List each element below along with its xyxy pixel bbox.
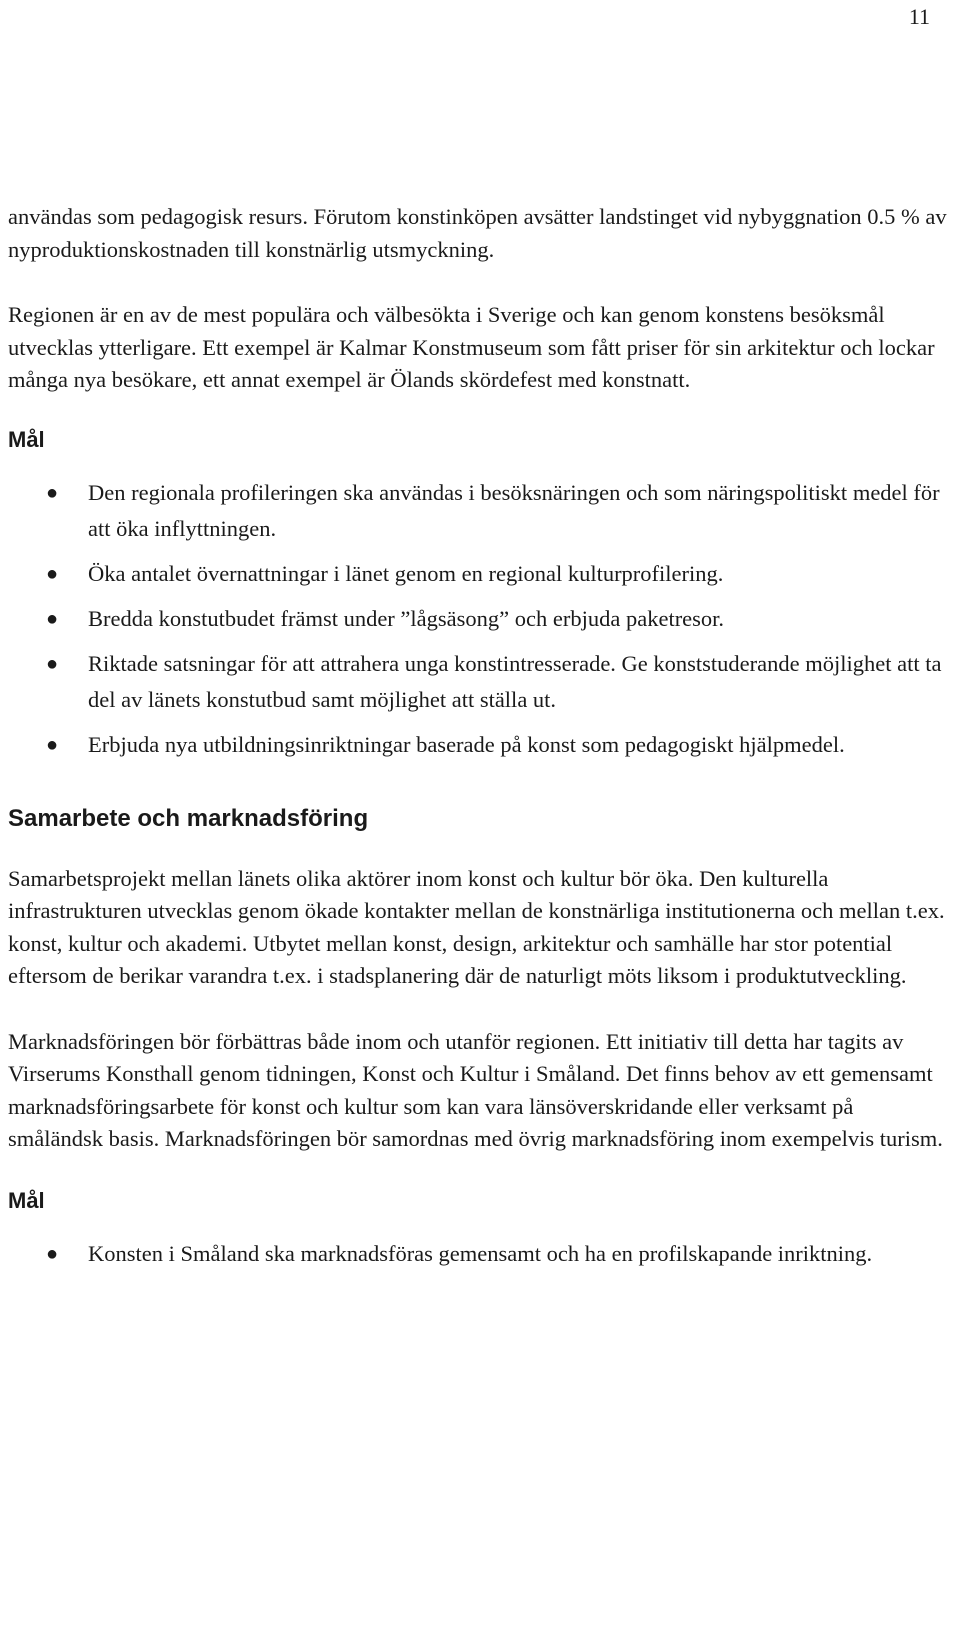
bullet-icon: ● [46, 1242, 59, 1265]
list-item-text: Konsten i Småland ska marknadsföras gemensamt och ha en profilskapande inriktning. [88, 1240, 873, 1266]
page-number: 11 [908, 4, 930, 29]
list-item-text: Erbjuda nya utbildningsinriktningar baserade på konst som pedagogiskt hjälpmedel. [88, 731, 845, 757]
list-item [8, 646, 952, 718]
list-item [8, 601, 952, 637]
document-body [8, 201, 952, 1272]
list-item-text: Öka antalet övernattningar i länet genom en regional kulturprofilering. [88, 560, 724, 586]
goals-heading-2: Mål [8, 1187, 45, 1213]
list-item-text: Riktade satsningar för att attrahera unga konstintresserade. Ge konststuderande möjlighet att ta del av länets konstutbud samt möjlighet att ställa ut. [88, 650, 942, 712]
intro-paragraph-2: Regionen är en av de mest populära och välbesökta i Sverige och kan genom konstens besöksmål utvecklas ytterligare. Ett exempel är Kalmar Konstmuseum som fått priser för sin arkitektur och lockar många nya besökare, ett annat exempel är Ölands skördefest med konstnatt. [8, 302, 935, 392]
list-item [8, 475, 952, 547]
list-item [8, 727, 952, 763]
bullet-icon: ● [46, 607, 59, 630]
bullet-icon: ● [46, 481, 59, 504]
intro-paragraph-1: användas som pedagogisk resurs. Förutom konstinköpen avsätter landstinget vid nybyggnation 0.5 % av nyproduktionskostnaden till konstnärlig utsmyckning. [8, 204, 947, 262]
section-title: Samarbete och marknadsföring [8, 804, 369, 832]
list-item-text: Bredda konstutbudet främst under ”lågsäsong” och erbjuda paketresor. [88, 605, 725, 631]
list-item [8, 1236, 952, 1272]
section-paragraph-1: Samarbetsprojekt mellan länets olika aktörer inom konst och kultur bör öka. Den kulturella infrastrukturen utvecklas genom ökade kontakter mellan de konstnärliga institutionerna och mellan t.ex. konst, kultur och akademi. Utbytet mellan konst, design, arkitektur och samhälle har stor potential eftersom de berikar varandra t.ex. i stadsplanering där de naturligt möts liksom i produktutveckling. [8, 865, 945, 988]
list-item-text: Den regionala profileringen ska användas i besöksnäringen och som näringspolitiskt medel för att öka inflyttningen. [88, 479, 940, 541]
bullet-icon: ● [46, 652, 59, 675]
list-item [8, 556, 952, 592]
goals-list-2 [8, 1236, 952, 1272]
bullet-icon: ● [46, 562, 59, 585]
section-paragraph-2: Marknadsföringen bör förbättras både inom och utanför regionen. Ett initiativ till detta har tagits av Virserums Konsthall genom tidningen, Konst och Kultur i Småland. Det finns behov av ett gemensamt marknadsföringsarbete för konst och kultur som kan vara länsöverskridande eller verksamt på småländsk basis. Marknadsföringen bör samordnas med övrig marknadsföring inom exempelvis turism. [8, 1028, 943, 1151]
bullet-icon: ● [46, 733, 59, 756]
goals-list-1 [8, 475, 952, 763]
goals-heading-1: Mål [8, 426, 45, 452]
